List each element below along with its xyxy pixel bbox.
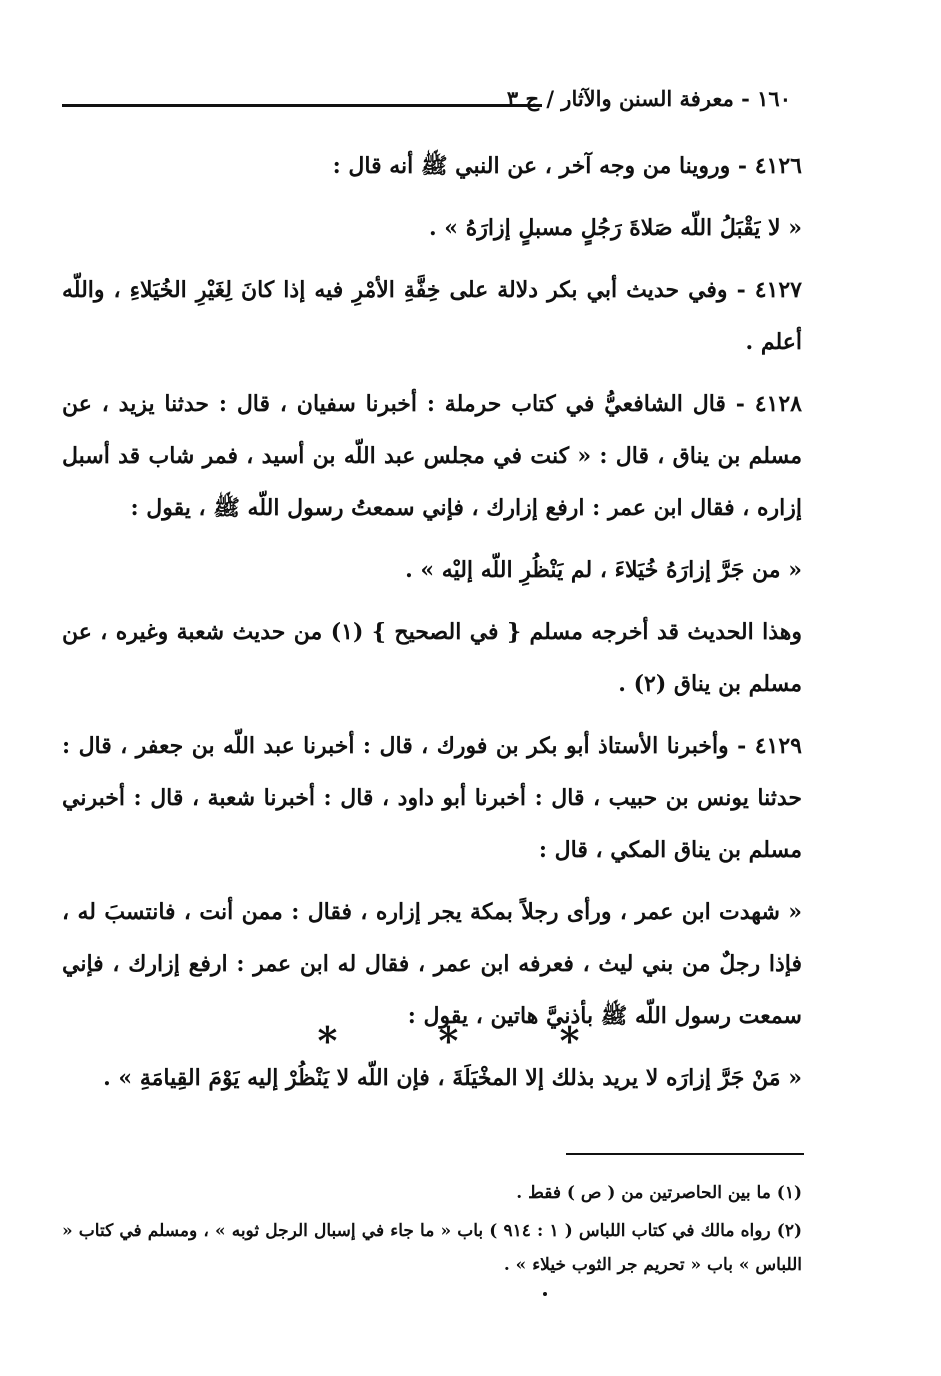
paragraph-4126: ٤١٢٦ - وروينا من وجه آخر ، عن النبي ﷺ أنه قال : bbox=[332, 153, 802, 179]
footnote-1: (١) ما بين الحاصرتين من ( ص ) فقط . bbox=[516, 1183, 802, 1203]
footnote-rule bbox=[566, 1153, 804, 1155]
section-separator: * * * bbox=[317, 1018, 624, 1063]
page-dot bbox=[543, 1292, 547, 1296]
running-head: ١٦٠ - معرفة السنن والآثار / ج ٣ bbox=[506, 86, 791, 111]
footnotes bbox=[62, 1176, 802, 1286]
footnote-2: (٢) رواه مالك في كتاب اللباس ( ١ : ٩١٤ ) باب « ما جاء في إسبال الرجل ثوبه » ، ومسلم في كتاب « اللباس » باب « تحريم جر الثوب خيلاء » . bbox=[62, 1221, 802, 1275]
paragraph-muslim-note: وهذا الحديث قد أخرجه مسلم { في الصحيح } (١) من حديث شعبة وغيره ، عن مسلم بن يناق (٢) . bbox=[62, 619, 803, 697]
paragraph-4128: ٤١٢٨ - قال الشافعيُّ في كتاب حرملة : أخبرنا سفيان ، قال : حدثنا يزيد ، عن مسلم بن يناق ، قال : « كنت في مجلس عبد اللّه بن أسيد ، فمر شاب قد أسبل إزاره ، فقال ابن عمر : ارفع إزارك ، فإني سمعتُ رسول اللّه ﷺ ، يقول : bbox=[62, 391, 802, 521]
paragraph-4129: ٤١٢٩ - وأخبرنا الأستاذ أبو بكر بن فورك ، قال : أخبرنا عبد اللّه بن جعفر ، قال : حدثنا يونس بن حبيب ، قال : أخبرنا أبو داود ، قال : أخبرنا شعبة ، قال : أخبرني مسلم بن يناق المكي ، قال : bbox=[62, 733, 802, 863]
header-rule bbox=[62, 104, 542, 107]
paragraph-4127: ٤١٢٧ - وفي حديث أبي بكر دلالة على خِفَّةِ الأمْرِ فيه إذا كانَ لِغَيْرِ الخُيَلاءِ ، واللّه أعلم . bbox=[62, 277, 802, 355]
hadith-quote-4128: « من جَرَّ إزارَهُ خُيَلاءَ ، لم يَنْظُرِ اللّه إليْه » . bbox=[405, 557, 802, 583]
main-text bbox=[62, 140, 802, 1114]
hadith-quote-4129: « مَنْ جَرَّ إزارَه لا يريد بذلك إلا المخْيَلَةَ ، فإن اللّه لا يَنْظُرْ إليه يَوْمَ القِيامَةِ » . bbox=[103, 1065, 802, 1091]
hadith-quote-4126: « لا يَقْبَلُ اللّه صَلاةَ رَجُلٍ مسبلٍ إزارَهُ » . bbox=[428, 215, 802, 241]
narration-4129: « شهدت ابن عمر ، ورأى رجلاً بمكة يجر إزاره ، فقال : ممن أنت ، فانتسبَ له ، فإذا رجلٌ من بني ليث ، فعرفه ابن عمر ، فقال له ابن عمر : ارفع إزارك ، فإني سمعت رسول اللّه ﷺ بأذنيَّ هاتين ، يقول : bbox=[62, 899, 802, 1029]
